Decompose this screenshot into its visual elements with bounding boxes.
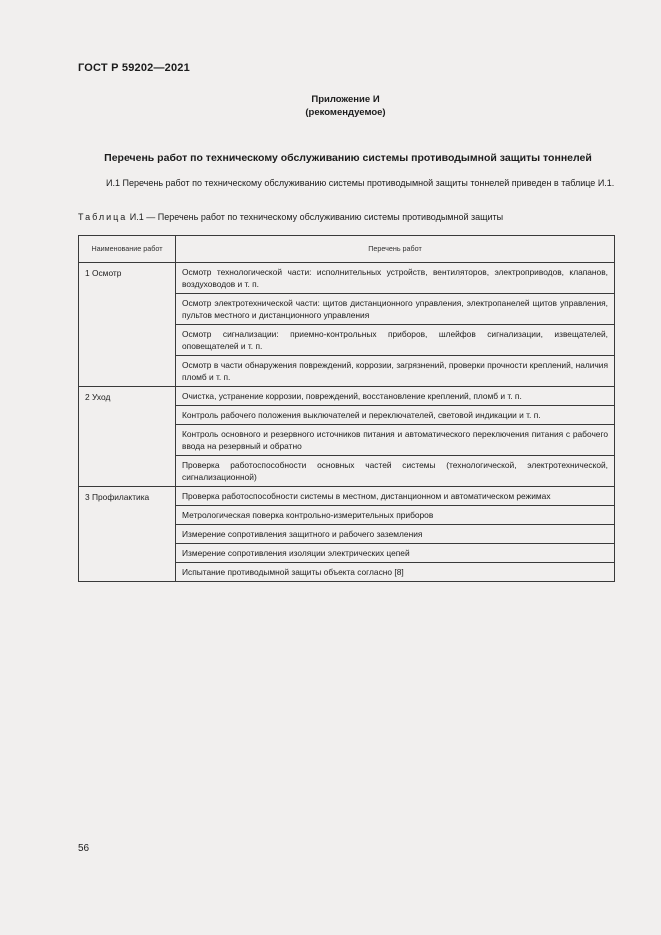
work-item: Испытание противодымной защиты объекта согласно [8] (176, 563, 615, 582)
document-code: ГОСТ Р 59202—2021 (78, 62, 190, 74)
table-row (79, 263, 615, 294)
appendix-subtitle: (рекомендуемое) (305, 107, 386, 118)
table-header-row (79, 236, 615, 263)
group-name-prevention: 3 Профилактика (79, 487, 176, 582)
group-name-inspection: 1 Осмотр (79, 263, 176, 387)
work-item: Осмотр электротехнической части: щитов дистанционного управления, электропанелей щитов управления, пультов местного и дистанционного управления (176, 294, 615, 325)
appendix-title: Приложение И (311, 94, 380, 105)
work-item: Осмотр в части обнаружения повреждений, коррозии, загрязнений, проверки прочности креплений, наличия пломб и т. п. (176, 356, 615, 387)
column-header-list: Перечень работ (176, 236, 615, 263)
work-item: Осмотр сигнализации: приемно-контрольных приборов, шлейфов сигнализации, извещателей, оповещателей и т. п. (176, 325, 615, 356)
work-item: Очистка, устранение коррозии, повреждений, восстановление креплений, пломб и т. п. (176, 387, 615, 406)
table-caption-prefix: Таблица (78, 212, 128, 222)
work-item: Контроль рабочего положения выключателей и переключателей, световой индикации и т. п. (176, 406, 615, 425)
table-caption (78, 212, 503, 222)
table-row (79, 387, 615, 406)
intro-paragraph: И.1 Перечень работ по техническому обслуживанию системы противодымной защиты тоннелей приведен в таблице И.1. (106, 178, 615, 188)
group-name-care: 2 Уход (79, 387, 176, 487)
table-row (79, 487, 615, 506)
work-item: Контроль основного и резервного источников питания и автоматического переключения питания с рабочего ввода на резервный и обратно (176, 425, 615, 456)
appendix-heading (0, 93, 661, 119)
works-table (78, 235, 615, 582)
work-item: Измерение сопротивления изоляции электрических цепей (176, 544, 615, 563)
work-item: Проверка работоспособности основных частей системы (технологической, электротехнической, сигнализационной) (176, 456, 615, 487)
work-item: Осмотр технологической части: исполнительных устройств, вентиляторов, электроприводов, клапанов, воздуховодов и т. п. (176, 263, 615, 294)
section-title: Перечень работ по техническому обслуживанию системы противодымной защиты тоннелей (104, 152, 592, 164)
table-caption-text: И.1 — Перечень работ по техническому обслуживанию системы противодымной защиты (127, 212, 504, 222)
work-item: Измерение сопротивления защитного и рабочего заземления (176, 525, 615, 544)
page-number: 56 (78, 843, 90, 854)
column-header-name: Наименование работ (79, 236, 176, 263)
work-item: Проверка работоспособности системы в местном, дистанционном и автоматическом режимах (176, 487, 615, 506)
work-item: Метрологическая поверка контрольно-измерительных приборов (176, 506, 615, 525)
